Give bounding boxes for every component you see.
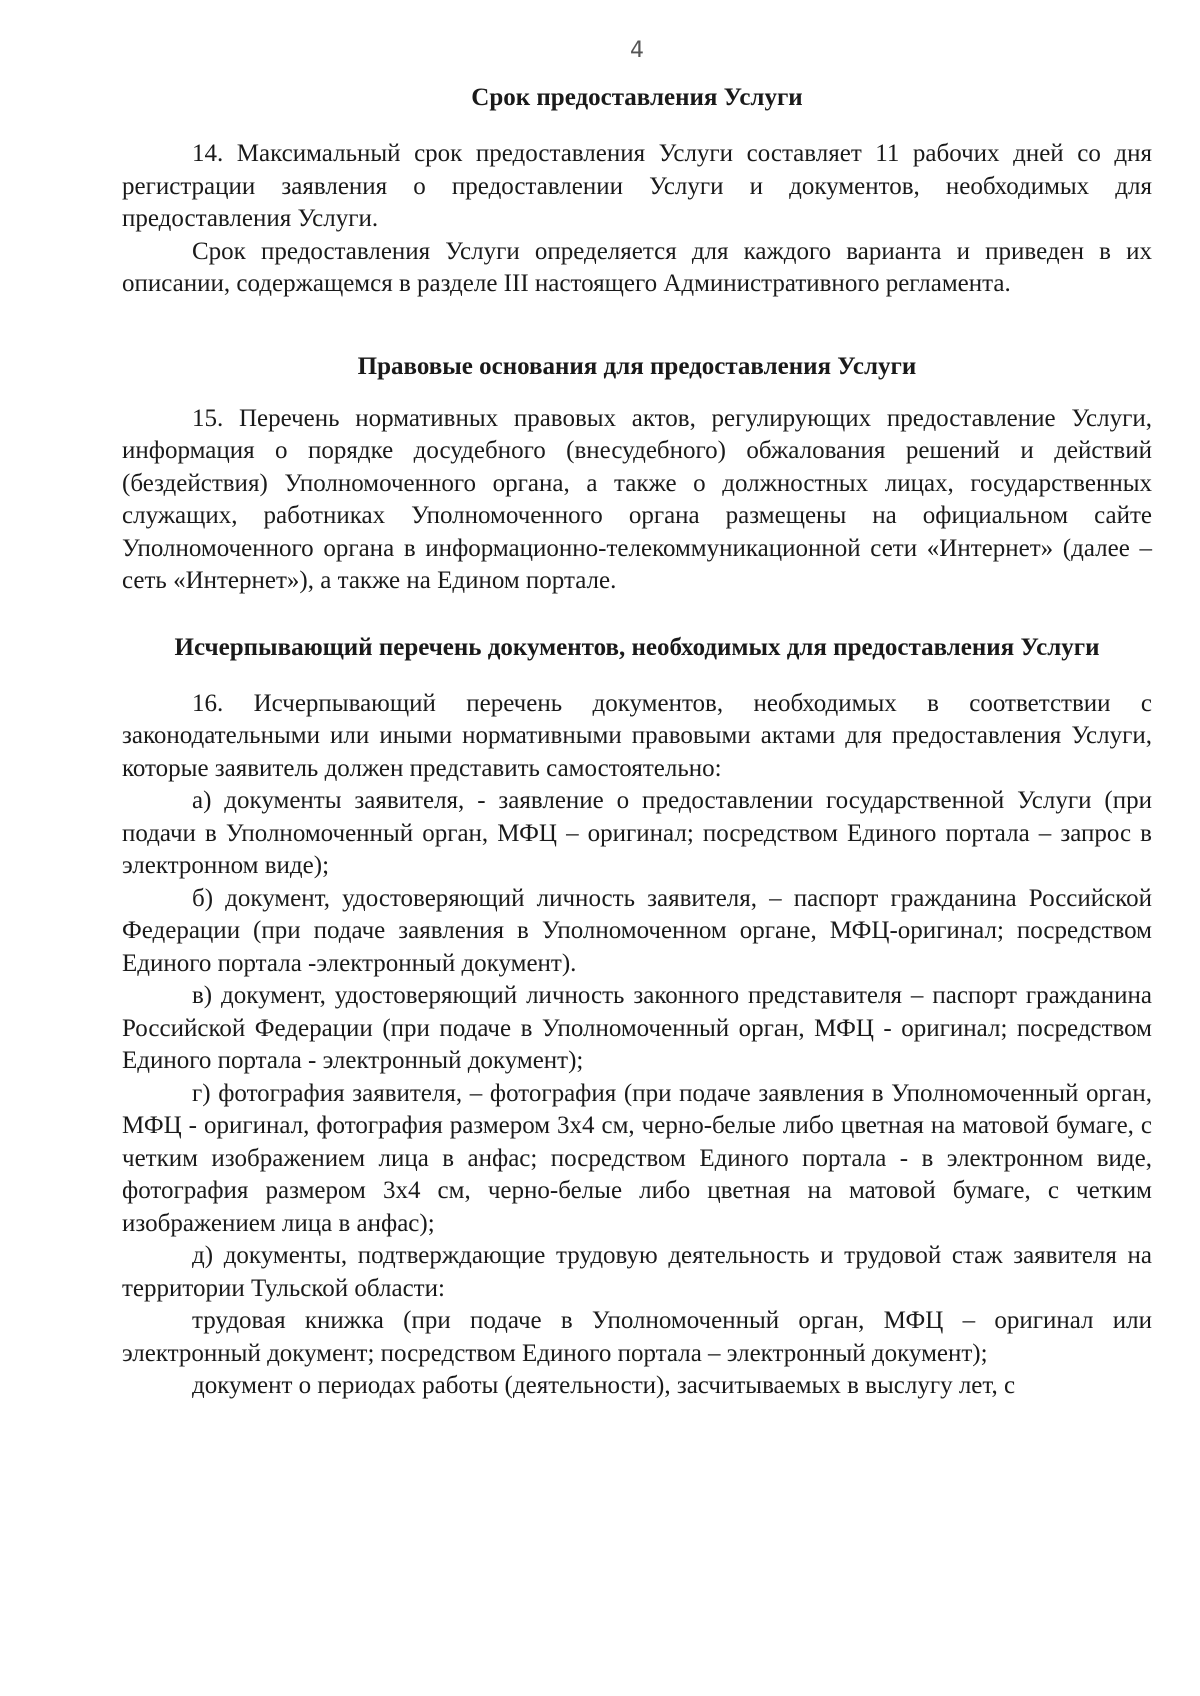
list-item-g: г) фотография заявителя, – фотография (при подаче заявления в Уполномоченный орган, МФЦ - оригинал, фотография размером 3х4 см, черно-белые либо цветная на матовой бумаге, с четким изображением лица в анфас; посредством Единого портала - в электронном виде, фотография размером 3х4 см, черно-белые либо цветная на матовой бумаге, с четким изображением лица в анфас); (122, 1079, 1152, 1237)
list-item-d: д) документы, подтверждающие трудовую деятельность и трудовой стаж заявителя на территории Тульской области: (122, 1242, 1152, 1302)
section-heading-term: Срок предоставления Услуги (471, 84, 803, 111)
list-item-b: б) документ, удостоверяющий личность заявителя, – паспорт гражданина Российской Федерации (при подаче заявления в Уполномоченном органе, МФЦ-оригинал; посредством Единого портала -электронный документ). (122, 884, 1152, 977)
section-heading-documents-list: Исчерпывающий перечень документов, необходимых для предоставления Услуги (174, 633, 1100, 661)
paragraph-16: 16. Исчерпывающий перечень документов, необходимых в соответствии с законодательными или иными нормативными правовыми актами для предоставления Услуги, которые заявитель должен представить самостоятельно: (122, 689, 1152, 782)
paragraph-term-description: Срок предоставления Услуги определяется для каждого варианта и приведен в их описании, содержащемся в разделе III настоящего Административного регламента. (122, 237, 1152, 297)
section-heading-legal-basis: Правовые основания для предоставления Услуги (357, 352, 917, 380)
list-item-work-book: трудовая книжка (при подаче в Уполномоченный орган, МФЦ – оригинал или электронный документ; посредством Единого портала – электронный документ); (122, 1307, 1152, 1367)
paragraph-14: 14. Максимальный срок предоставления Услуги составляет 11 рабочих дней со дня регистрации заявления о предоставлении Услуги и документов, необходимых для предоставления Услуги. (122, 140, 1152, 232)
list-item-v: в) документ, удостоверяющий личность законного представителя – паспорт гражданина Российской Федерации (при подаче в Уполномоченный орган, МФЦ - оригинал; посредством Единого портала - электронный документ); (122, 982, 1152, 1074)
paragraph-15: 15. Перечень нормативных правовых актов, регулирующих предоставление Услуги, информация о порядке досудебного (внесудебного) обжалования решений и действий (бездействия) Уполномоченного органа, а также о должностных лицах, государственных служащих, работниках Уполномоченного органа размещены на официальном сайте Уполномоченного органа в информационно-телекоммуникационной сети «Интернет» (далее – сеть «Интернет»), а также на Едином портале. (122, 404, 1152, 594)
list-item-a: а) документы заявителя, - заявление о предоставлении государственной Услуги (при подачи в Уполномоченный орган, МФЦ – оригинал; посредством Единого портала – запрос в электронном виде); (122, 787, 1152, 879)
list-item-work-periods: документ о периодах работы (деятельности), засчитываемых в выслугу лет, с (192, 1372, 1016, 1399)
page-number: 4 (630, 38, 644, 63)
document-page (122, 36, 1152, 1403)
